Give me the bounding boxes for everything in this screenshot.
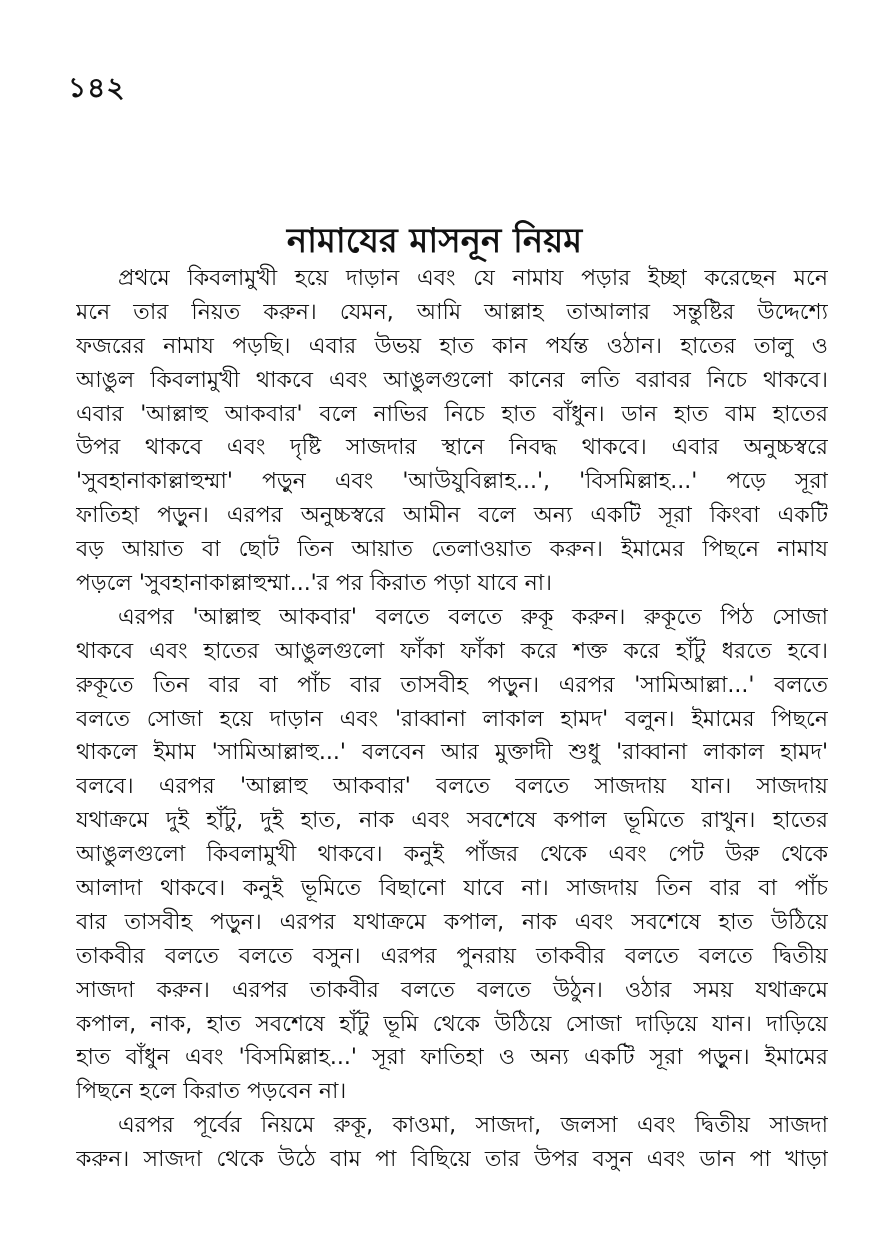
text-line: থাকলে ইমাম 'সামিআল্লাহু...' বলবেন আর মুক্তাদী শুধু 'রাব্বানা লাকাল হামদ' xyxy=(76,740,828,766)
text-line: বড় আয়াত বা ছোট তিন আয়াত তেলাওয়াত করুন। ইমামের পিছনে নামায xyxy=(76,537,828,563)
text-line: হাত বাঁধুন এবং 'বিসমিল্লাহ...' সূরা ফাতিহা ও অন্য একটি সূরা পড়ুন। ইমামের xyxy=(76,1045,828,1071)
text-line: সাজদা করুন। এরপর তাকবীর বলতে বলতে উঠুন। ওঠার সময় যথাক্রমে xyxy=(76,977,828,1003)
page-title: নামাযের মাসনূন নিয়ম xyxy=(286,221,583,261)
text-line: উপর থাকবে এবং দৃষ্টি সাজদার স্থানে নিবদ্ধ থাকবে। এবার অনুচ্চস্বরে xyxy=(76,435,828,461)
text-line: করুন। সাজদা থেকে উঠে বাম পা বিছিয়ে তার উপর বসুন এবং ডান পা খাড়া xyxy=(76,1147,828,1173)
text-line: পিছনে হলে কিরাত পড়বেন না। xyxy=(76,1079,347,1105)
text-line: যথাক্রমে দুই হাঁটু, দুই হাত, নাক এবং সবশেষে কপাল ভূমিতে রাখুন। হাতের xyxy=(76,808,828,834)
body-text xyxy=(76,262,828,1177)
text-line: ফাতিহা পড়ুন। এরপর অনুচ্চস্বরে আমীন বলে অন্য একটি সূরা কিংবা একটি xyxy=(76,503,828,529)
text-line: কপাল, নাক, হাত সবশেষে হাঁটু ভূমি থেকে উঠিয়ে সোজা দাড়িয়ে যান। দাড়িয়ে xyxy=(76,1011,828,1037)
text-line: এরপর পূর্বের নিয়মে রুকূ, কাওমা, সাজদা, জলসা এবং দ্বিতীয় সাজদা xyxy=(118,1113,828,1139)
text-line: পড়লে 'সুবহানাকাল্লাহুম্মা...'র পর কিরাত পড়া যাবে না। xyxy=(76,571,553,597)
text-line: তাকবীর বলতে বলতে বসুন। এরপর পুনরায় তাকবীর বলতে বলতে দ্বিতীয় xyxy=(76,943,828,969)
text-line: 'সুবহানাকাল্লাহুম্মা' পড়ুন এবং 'আউযুবিল্লাহ...', 'বিসমিল্লাহ...' পড়ে সূরা xyxy=(76,469,828,495)
text-line: আঙুলগুলো কিবলামুখী থাকবে। কনুই পাঁজর থেকে এবং পেট উরু থেকে xyxy=(76,842,828,868)
text-line: বার তাসবীহ পড়ুন। এরপর যথাক্রমে কপাল, নাক এবং সবশেষে হাত উঠিয়ে xyxy=(76,909,828,935)
text-line: ফজরের নামায পড়ছি। এবার উভয় হাত কান পর্যন্ত ওঠান। হাতের তালু ও xyxy=(76,333,828,359)
text-line: প্রথমে কিবলামুখী হয়ে দাড়ান এবং যে নামায পড়ার ইচ্ছা করেছেন মনে xyxy=(118,266,828,291)
text-line: আলাদা থাকবে। কনুই ভূমিতে বিছানো যাবে না। সাজদায় তিন বার বা পাঁচ xyxy=(76,876,828,902)
text-line: এবার 'আল্লাহু আকবার' বলে নাভির নিচে হাত বাঁধুন। ডান হাত বাম হাতের xyxy=(76,401,828,427)
text-line: বলবে। এরপর 'আল্লাহু আকবার' বলতে বলতে সাজদায় যান। সাজদায় xyxy=(76,774,828,800)
text-line: মনে তার নিয়ত করুন। যেমন, আমি আল্লাহ তাআলার সন্তুষ্টির উদ্দেশ্যে xyxy=(76,299,828,325)
text-line: আঙুল কিবলামুখী থাকবে এবং আঙুলগুলো কানের লতি বরাবর নিচে থাকবে। xyxy=(76,367,828,393)
text-line: রুকূতে তিন বার বা পাঁচ বার তাসবীহ পড়ুন। এরপর 'সামিআল্লা...' বলতে xyxy=(76,672,828,698)
text-line: থাকবে এবং হাতের আঙুলগুলো ফাঁকা ফাঁকা করে শক্ত করে হাঁটু ধরতে হবে। xyxy=(76,638,828,664)
text-line: এরপর 'আল্লাহু আকবার' বলতে বলতে রুকূ করুন। রুকূতে পিঠ সোজা xyxy=(118,604,828,630)
page-number: ১৪২ xyxy=(68,71,126,104)
text-line: বলতে সোজা হয়ে দাড়ান এবং 'রাব্বানা লাকাল হামদ' বলুন। ইমামের পিছনে xyxy=(76,706,828,732)
